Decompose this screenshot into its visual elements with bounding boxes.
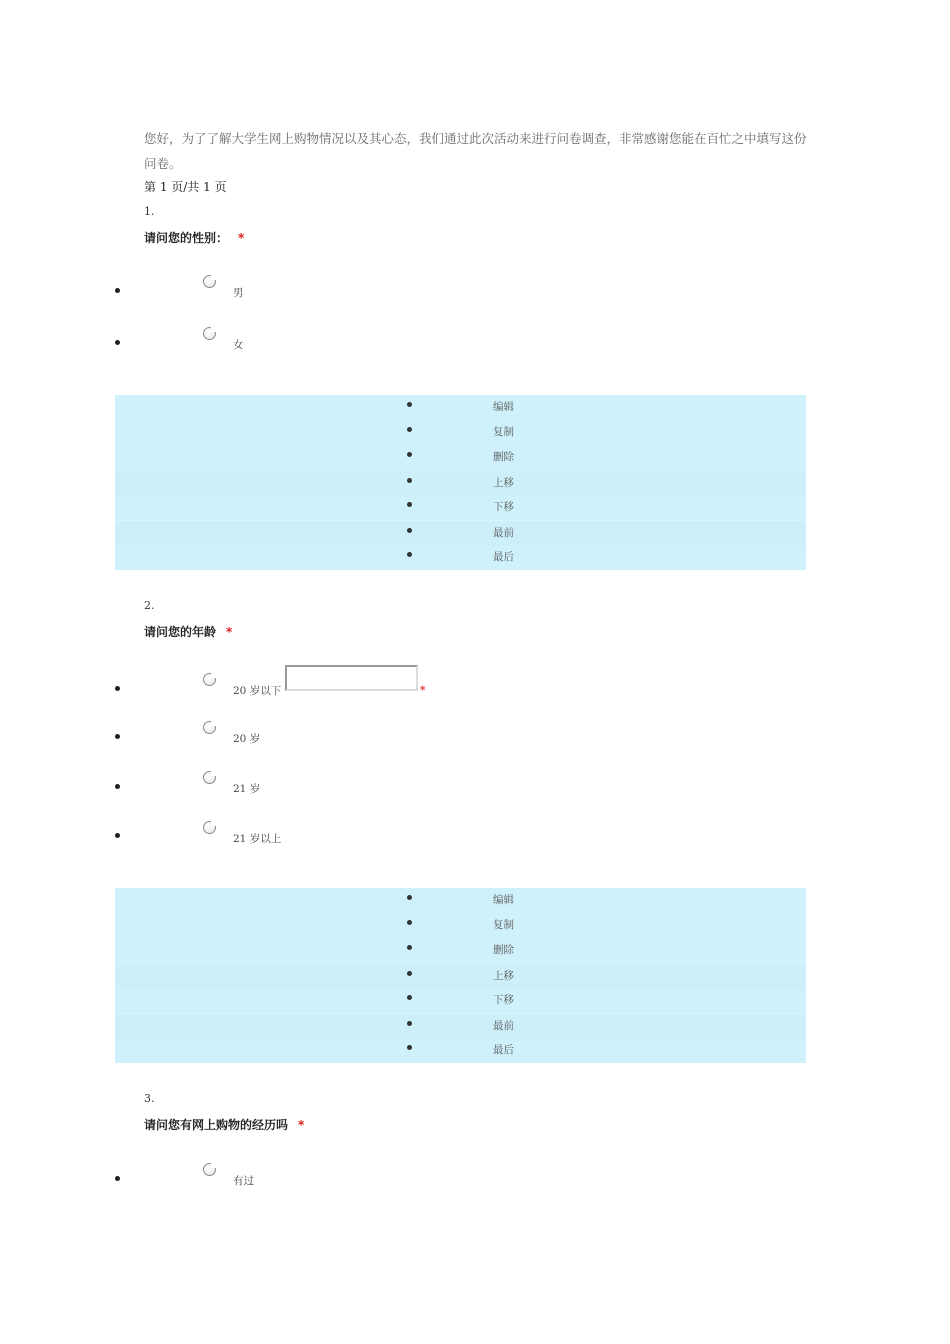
option-label: 21 岁以上 — [233, 833, 282, 845]
list-bullet — [407, 452, 412, 457]
question-3-title — [144, 1116, 304, 1133]
question-2-number: 2. — [144, 599, 155, 612]
toolbar-item-delete[interactable] — [115, 445, 806, 470]
toolbar-label: 删除 — [493, 451, 514, 463]
toolbar-label: 删除 — [493, 944, 514, 956]
question-1-toolbar — [115, 395, 806, 570]
toolbar-item-move-up[interactable] — [115, 470, 806, 496]
list-bullet — [407, 920, 412, 925]
toolbar-label: 上移 — [493, 970, 514, 982]
list-bullet — [407, 971, 412, 976]
question-3-number: 3. — [144, 1092, 155, 1105]
option-label: 20 岁 — [233, 733, 261, 745]
option-label: 女 — [233, 339, 244, 351]
toolbar-label: 复制 — [493, 919, 514, 931]
toolbar-label: 下移 — [493, 501, 514, 513]
list-bullet — [115, 1176, 120, 1181]
toolbar-label: 编辑 — [493, 401, 514, 413]
question-1-title-text: 请问您的性别： — [144, 231, 229, 245]
toolbar-item-edit[interactable] — [115, 395, 806, 420]
radio-over-21[interactable] — [203, 821, 216, 834]
list-bullet — [407, 552, 412, 557]
option-label: 20 岁以下 — [233, 685, 282, 697]
list-bullet — [407, 427, 412, 432]
toolbar-item-edit[interactable] — [115, 888, 806, 913]
toolbar-item-move-down[interactable] — [115, 495, 806, 520]
option-label: 有过 — [233, 1175, 254, 1187]
radio-yes[interactable] — [203, 1163, 216, 1176]
intro-text: 您好，为了了解大学生网上购物情况以及其心态，我们通过此次活动来进行问卷调查，非常感谢您能在百忙之中填写这份问卷。 — [144, 131, 807, 171]
list-bullet — [407, 1045, 412, 1050]
option-label: 男 — [233, 287, 244, 299]
under-20-text-input[interactable] — [285, 665, 418, 691]
list-bullet — [115, 686, 120, 691]
question-1-title — [144, 229, 244, 246]
list-bullet — [115, 340, 120, 345]
toolbar-label: 上移 — [493, 477, 514, 489]
list-bullet — [407, 945, 412, 950]
toolbar-item-delete[interactable] — [115, 938, 806, 963]
required-marker: * — [226, 625, 233, 639]
radio-male[interactable] — [203, 275, 216, 288]
toolbar-item-move-last[interactable] — [115, 1038, 806, 1063]
toolbar-label: 复制 — [493, 426, 514, 438]
toolbar-item-move-first[interactable] — [115, 1013, 806, 1039]
list-bullet — [115, 734, 120, 739]
required-marker: * — [298, 1118, 305, 1132]
list-bullet — [115, 288, 120, 293]
toolbar-label: 最前 — [493, 527, 514, 539]
list-bullet — [407, 1021, 412, 1026]
toolbar-label: 最后 — [493, 1044, 514, 1056]
toolbar-item-move-up[interactable] — [115, 963, 806, 989]
required-marker: * — [420, 684, 426, 697]
list-bullet — [407, 995, 412, 1000]
radio-female[interactable] — [203, 327, 216, 340]
list-bullet — [115, 784, 120, 789]
required-marker: * — [238, 231, 245, 245]
question-2-toolbar — [115, 888, 806, 1063]
question-3-title-text: 请问您有网上购物的经历吗 — [144, 1118, 289, 1132]
list-bullet — [407, 478, 412, 483]
toolbar-label: 最前 — [493, 1020, 514, 1032]
toolbar-label: 编辑 — [493, 894, 514, 906]
list-bullet — [407, 502, 412, 507]
toolbar-item-copy[interactable] — [115, 913, 806, 938]
question-2-title — [144, 623, 232, 640]
question-1-number: 1. — [144, 205, 155, 218]
toolbar-item-copy[interactable] — [115, 420, 806, 445]
list-bullet — [115, 833, 120, 838]
radio-age-20[interactable] — [203, 721, 216, 734]
list-bullet — [407, 528, 412, 533]
page-indicator: 第 1 页/共 1 页 — [144, 180, 227, 194]
toolbar-label: 下移 — [493, 994, 514, 1006]
list-bullet — [407, 895, 412, 900]
toolbar-item-move-down[interactable] — [115, 988, 806, 1013]
question-2-title-text: 请问您的年龄 — [144, 625, 217, 639]
radio-under-20[interactable] — [203, 673, 216, 686]
toolbar-label: 最后 — [493, 551, 514, 563]
option-label: 21 岁 — [233, 783, 261, 795]
radio-age-21[interactable] — [203, 771, 216, 784]
list-bullet — [407, 402, 412, 407]
toolbar-item-move-first[interactable] — [115, 520, 806, 546]
toolbar-item-move-last[interactable] — [115, 545, 806, 570]
